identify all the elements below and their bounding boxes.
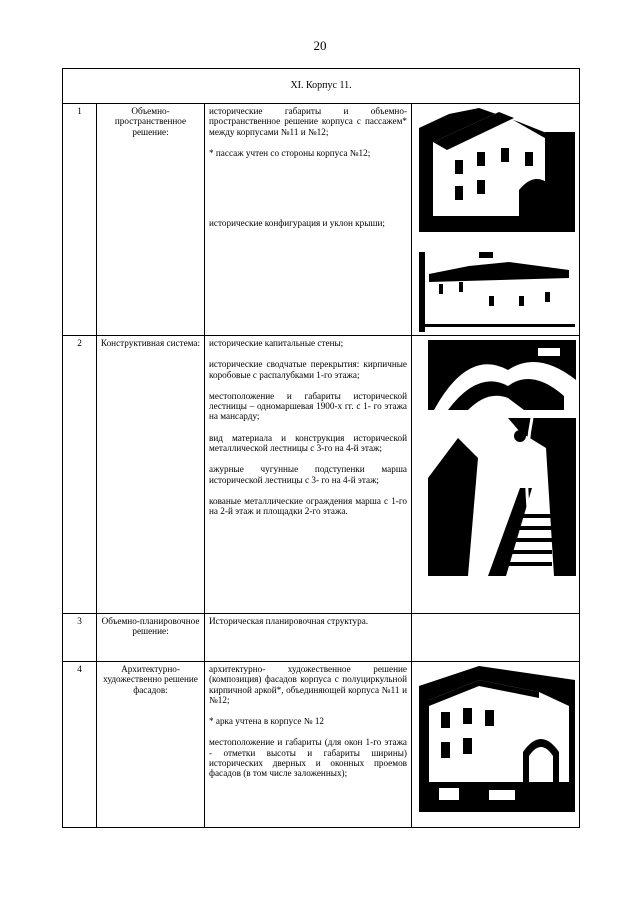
- description-paragraph: ажурные чугунные подступенки марша исторической лестницы с 3- го на 4-й этаж;: [209, 464, 407, 485]
- row-name: Архитектурно-художественно решение фасадов:: [97, 662, 205, 828]
- table-row: [63, 662, 580, 828]
- description-paragraph: кованые металлические ограждения марша с 1-го на 2-й этаж и площадки 2-го этажа.: [209, 495, 407, 517]
- row-photos: [412, 336, 580, 614]
- staircase-photo: [428, 418, 576, 576]
- row-photos: [412, 104, 580, 336]
- table-row: [63, 336, 580, 614]
- description-paragraph: исторические сводчатые перекрытия: кирпичные коробовые с распалубками 1-го этажа;: [209, 359, 407, 380]
- row-photos: [412, 614, 580, 662]
- building-photo-corner: [419, 108, 575, 232]
- description-paragraph: местоположение и габариты исторической лестницы – одномаршевая 1900-х гг. с 1- го этажа на мансарду;: [209, 390, 407, 422]
- row-name: Объемно-планировочное решение:: [97, 614, 205, 662]
- protection-subject-table: [62, 68, 580, 828]
- row-number: 3: [63, 614, 97, 662]
- row-description: [205, 104, 412, 336]
- description-paragraph: исторические габариты и объемно-пространственное решение корпуса с пассажем* между корпусами №11 и №12;: [209, 106, 407, 137]
- description-paragraph: архитектурно- художественное решение (композиция) фасадов корпуса с полуциркульной кирпичной аркой*, объединяющей корпуса №11 и №12;: [209, 664, 407, 705]
- section-header-row: [63, 69, 580, 104]
- row-description: [205, 614, 412, 662]
- vault-ceiling-photo: [428, 340, 576, 410]
- section-title: XI. Корпус 11.: [63, 69, 580, 104]
- row-number: 2: [63, 336, 97, 614]
- row-number: 4: [63, 662, 97, 828]
- description-paragraph: Историческая планировочная структура.: [209, 616, 369, 626]
- description-paragraph: * арка учтена в корпусе № 12: [209, 716, 325, 727]
- description-paragraph: исторические капитальные стены;: [209, 338, 344, 348]
- row-description: [205, 662, 412, 828]
- row-description: [205, 336, 412, 614]
- table-row: [63, 614, 580, 662]
- description-paragraph: местоположение и габариты (для окон 1-го этажа - отметки высоты и габариты ширины) исторических дверных и оконных проемов фасадов (в том числе заложенных);: [209, 737, 407, 779]
- row-name: Объемно-пространственное решение:: [97, 104, 205, 336]
- facade-arch-photo: [419, 666, 575, 812]
- page-number: 20: [313, 38, 327, 53]
- table-row: [63, 104, 580, 336]
- row-name: Конструктивная система:: [97, 336, 205, 614]
- description-paragraph: исторические конфигурация и уклон крыши;: [209, 218, 385, 229]
- building-roof-photo: [419, 244, 575, 332]
- description-paragraph: вид материала и конструкция исторической металлической лестницы с 3-го на 4-й этаж;: [209, 432, 407, 454]
- row-photos: [412, 662, 580, 828]
- row-number: 1: [63, 104, 97, 336]
- description-paragraph: * пассаж учтен со стороны корпуса №12;: [209, 147, 371, 158]
